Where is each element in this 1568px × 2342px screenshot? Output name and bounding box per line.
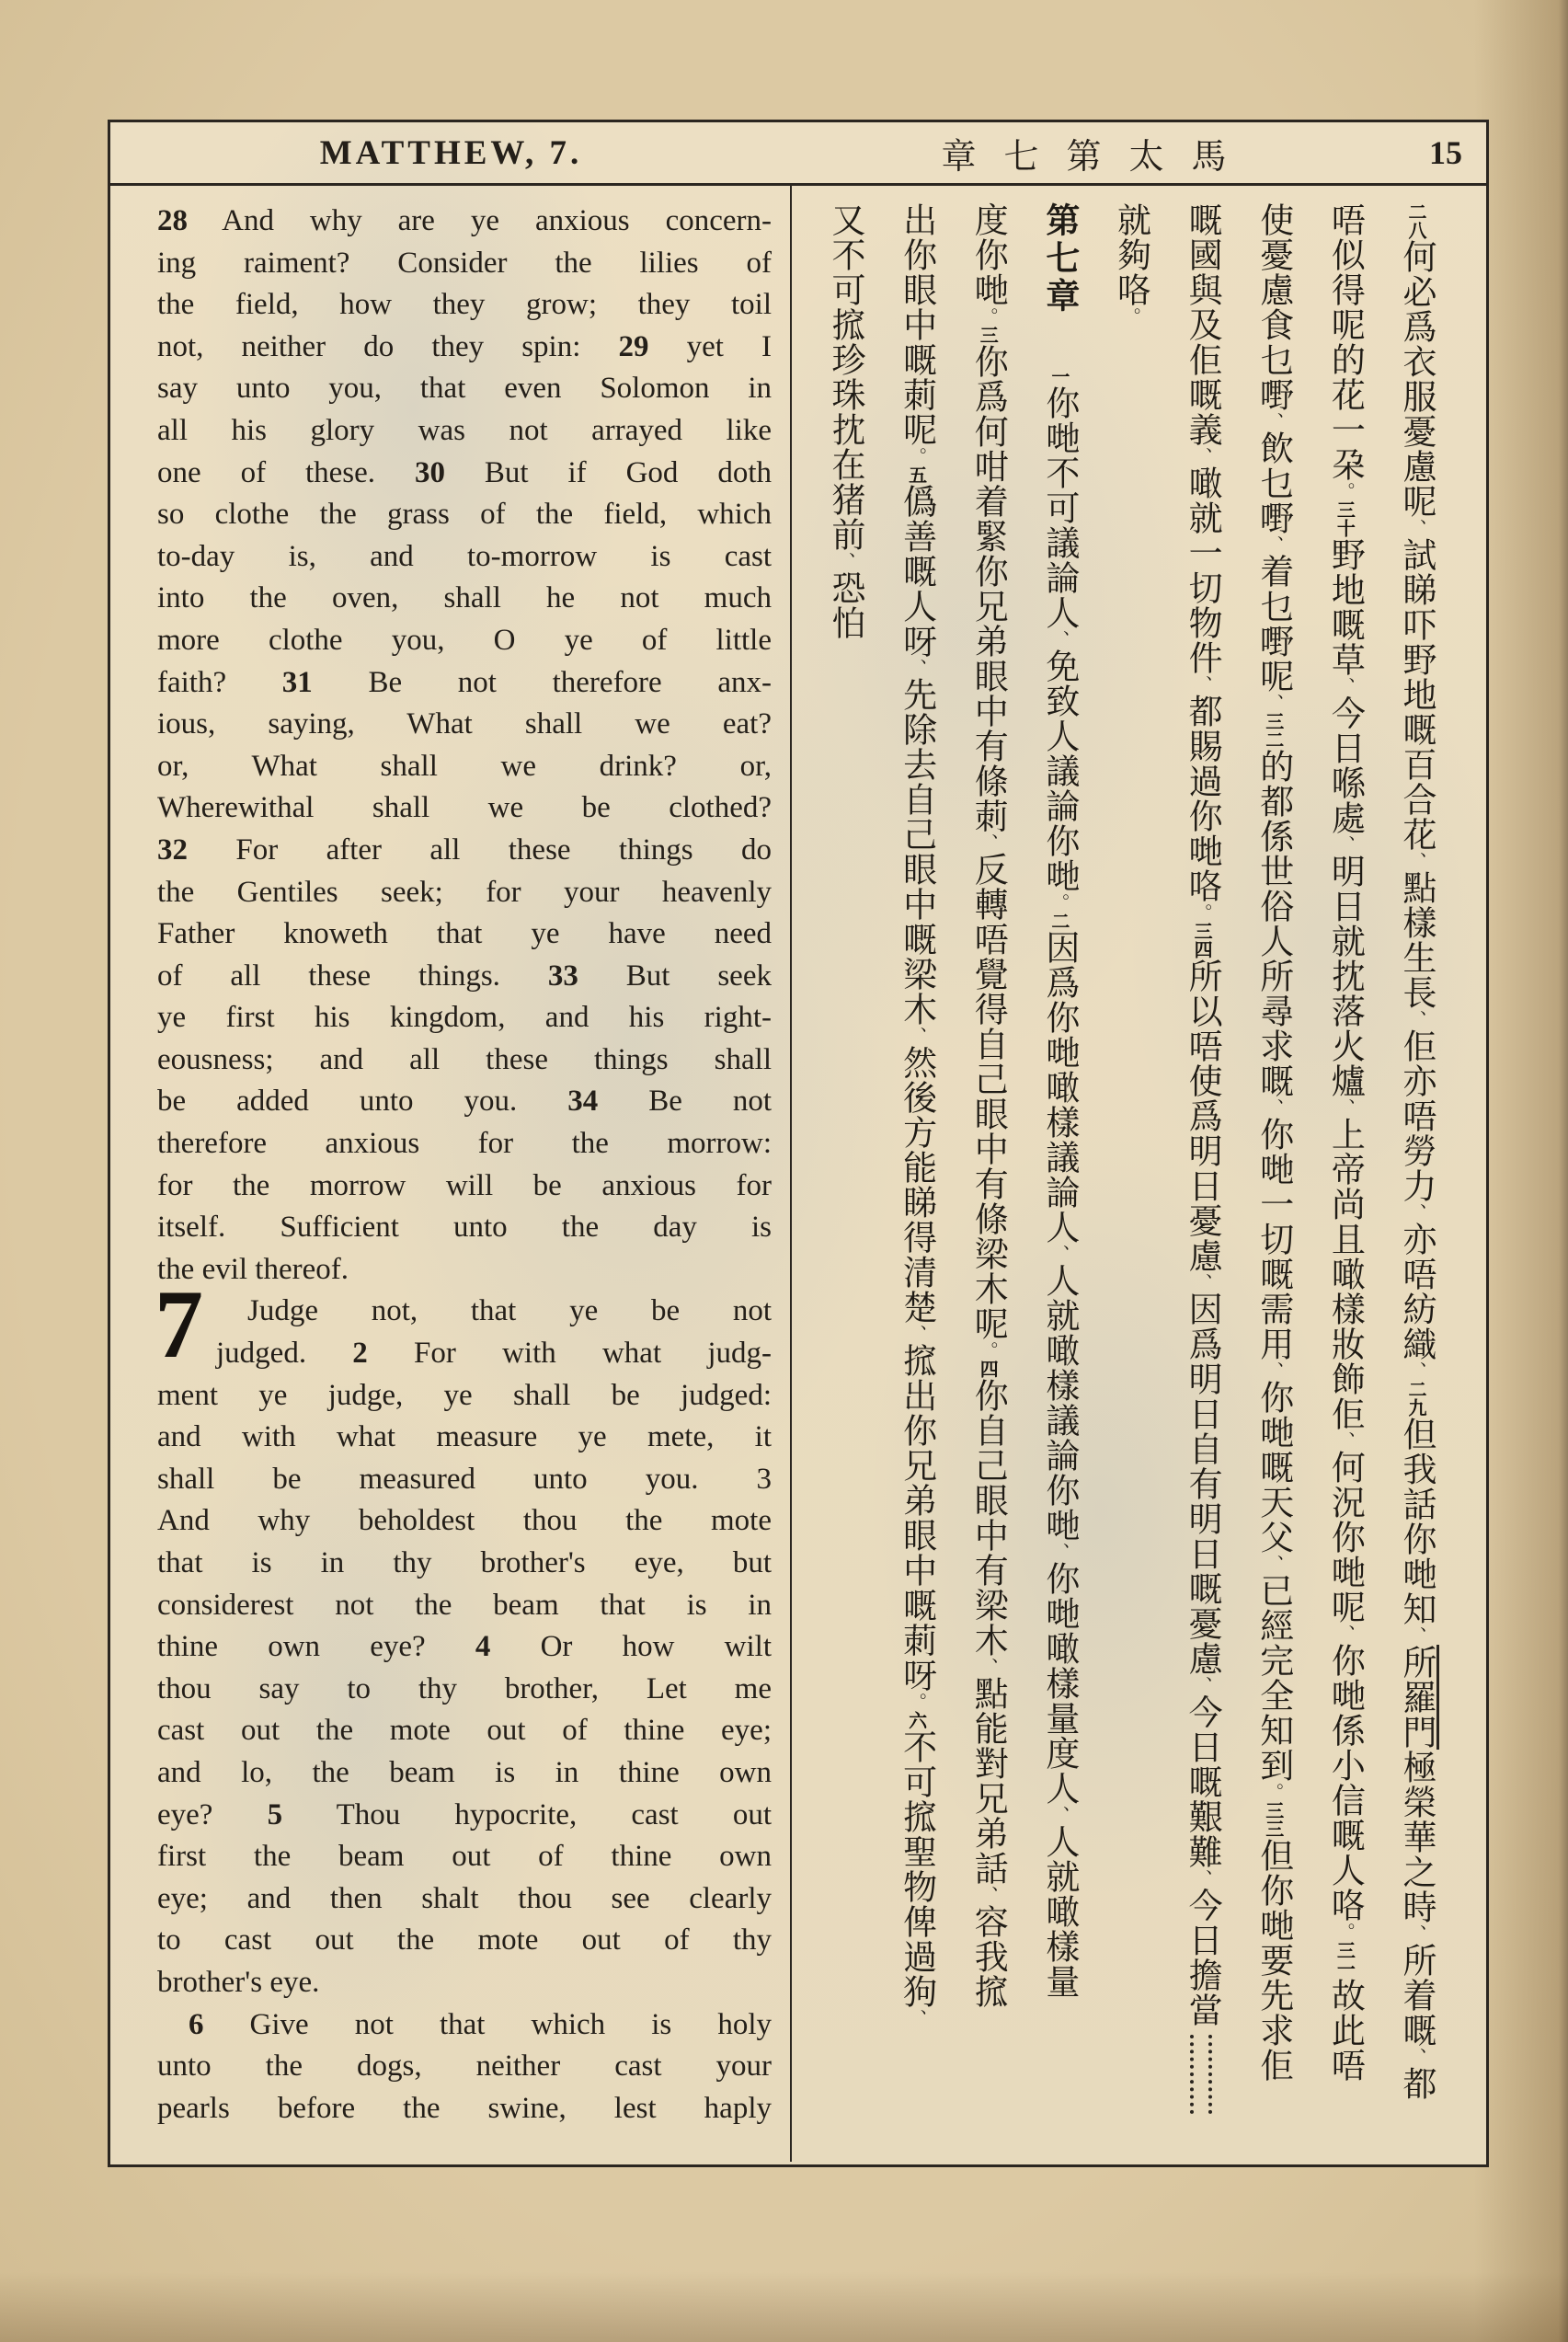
verse-number-marker: 三三 [1262, 1801, 1283, 1838]
verse-text: 所以唔使爲明日憂慮、因爲明日自有明日嘅憂慮、今日嘅艱難、今日擔當 [1183, 959, 1221, 2027]
verse-number-marker: 三四 [1191, 922, 1212, 959]
verse-number-marker: 五 [905, 465, 926, 484]
english-line: for the morrow will be anxious for [157, 1168, 772, 1202]
running-title-chinese: 章七第太馬 [941, 137, 1254, 177]
english-line: 32 For after all these things do [157, 832, 772, 867]
english-line: shall be measured unto you. 3 [157, 1462, 772, 1496]
chinese-column [1037, 202, 1080, 2143]
english-line: Judge not, that ye be not [247, 1294, 772, 1328]
english-line: not, neither do they spin: 29 yet I [157, 329, 772, 363]
verse-text: 就夠咯。 [1111, 202, 1150, 326]
verse-text: 因爲你哋噉樣議論人、人就噉樣議論你哋、你哋噉樣量度人、人就噉樣量 [1039, 930, 1078, 1999]
verse-number-marker: 三十 [1333, 500, 1355, 537]
chinese-column [1252, 202, 1294, 2143]
english-line: pearls before the swine, lest haply [157, 2091, 772, 2125]
english-line: Wherewithal shall we be clothed? [157, 791, 772, 825]
header-left-section [110, 122, 792, 183]
verse-number-marker: 一 [1047, 367, 1069, 385]
english-line: the field, how they grow; they toil [157, 288, 772, 322]
page-number: 15 [1429, 134, 1462, 171]
english-line: faith? 31 Be not therefore anx- [157, 665, 772, 699]
verse-number-marker: 四 [977, 1360, 998, 1378]
verse-text: 唔似得呢的花一朶。 [1325, 202, 1364, 500]
english-line: eousness; and all these things shall [157, 1042, 772, 1076]
chinese-column [966, 202, 1008, 2143]
page-header [110, 122, 1486, 186]
chinese-column [1394, 202, 1436, 2143]
page-frame [108, 120, 1489, 2167]
verse-text: 但我話你哋知、 [1397, 1417, 1435, 1645]
proper-noun-text: 所羅門 [1397, 1645, 1439, 1750]
english-line: thou say to thy brother, Let me [157, 1671, 772, 1705]
verse-number-marker: 六 [905, 1711, 926, 1729]
english-line: unto the dogs, neither cast your [157, 2049, 772, 2084]
english-line: ing raiment? Consider the lilies of [157, 246, 772, 280]
english-line: ious, saying, What shall we eat? [157, 707, 772, 741]
chapter-heading: 第七章 [1039, 202, 1078, 316]
english-line: the Gentiles seek; for your heavenly [157, 875, 772, 909]
english-line: itself. Sufficient unto the day is [157, 1211, 772, 1245]
chinese-column [895, 202, 937, 2143]
verse-text: 不可搲聖物俾過狗、 [897, 1729, 935, 2027]
english-line: to-day is, and to-morrow is cast [157, 539, 772, 573]
english-line: say unto you, that even Solomon in [157, 372, 772, 406]
verse-text: 度你哋。 [968, 202, 1007, 326]
english-line: all his glory was not arrayed like [157, 413, 772, 447]
verse-text: 故此唔 [1325, 1978, 1364, 2083]
english-line: ye first his kingdom, and his right- [157, 1001, 772, 1035]
english-line: judged. 2 For with what judg- [216, 1337, 772, 1371]
english-line: cast out the mote out of thine eye; [157, 1714, 772, 1748]
english-line: and lo, the beam is in thine own [157, 1755, 772, 1789]
chinese-column [1180, 202, 1222, 2143]
english-line: eye; and then shalt thou see clearly [157, 1881, 772, 1915]
verse-text: 使憂慮食乜嘢、飲乜嘢、着乜嘢呢、 [1253, 202, 1292, 712]
english-line: eye? 5 Thou hypocrite, cast out [157, 1797, 772, 1831]
header-right-section [792, 122, 1486, 183]
verse-number-marker: 二 [1047, 912, 1069, 930]
english-line: 6 Give not that which is holy [189, 2007, 772, 2041]
english-line: one of these. 30 But if God doth [157, 455, 772, 489]
verse-text: 出你眼中嘅莿呢。 [897, 202, 935, 465]
verse-number-marker: 三一 [1333, 1941, 1355, 1978]
english-line: and with what measure ye mete, it [157, 1420, 772, 1454]
english-line: that is in thy brother's eye, but [157, 1546, 772, 1579]
english-line: into the oven, shall he not much [157, 581, 772, 615]
chinese-columns [792, 186, 1486, 2162]
english-line: be added unto you. 34 Be not [157, 1085, 772, 1119]
verse-text: 又不可搲珍珠抌在猪前、恐怕 [826, 202, 864, 640]
verse-number-marker: 二九 [1405, 1380, 1425, 1417]
english-line: or, What shall we drink? or, [157, 749, 772, 783]
verse-text: 嘅國與及佢嘅義、噉就一切物件、都賜過你哋咯。 [1183, 202, 1221, 922]
english-line: first the beam out of thine own [157, 1840, 772, 1874]
english-line: And why beholdest thou the mote [157, 1504, 772, 1538]
verse-text: 的都係世俗人所尋求嘅、你哋一切嘅需用、你哋嘅天父、已經完全知到。 [1253, 749, 1292, 1801]
english-line: Father knoweth that ye have need [157, 917, 772, 951]
verse-text: 你哋不可議論人、免致人議論你哋。 [1039, 385, 1078, 912]
verse-number-marker: 三二 [1262, 712, 1283, 749]
english-line: to cast out the mote out of thy [157, 1923, 772, 1957]
verse-text: 你自己眼中有梁木、點能對兄弟話、容我搲 [968, 1378, 1007, 2009]
verse-number-marker: 三 [977, 326, 998, 344]
column-spacer [1055, 316, 1062, 367]
page-content [110, 186, 1486, 2162]
chinese-column [1322, 202, 1365, 2143]
chinese-column [823, 202, 865, 2143]
continuation-dots [1190, 2035, 1212, 2114]
english-line: thine own eye? 4 Or how wilt [157, 1630, 772, 1664]
english-line: 28 And why are ye anxious concern- [157, 204, 772, 237]
verse-text: 極榮華之時、所着嘅、都 [1397, 1750, 1435, 2101]
english-line: considerest not the beam that is in [157, 1588, 772, 1622]
english-line: therefore anxious for the morrow: [157, 1127, 772, 1161]
verse-text: 何必爲衣服憂慮呢、試睇吓野地嘅百合花、點樣生長、佢亦唔勞力、亦唔紡織、 [1397, 239, 1435, 1380]
verse-text: 野地嘅草、今日喺處、明日就抌落火爐、上帝尚且噉樣妝飾佢、何況你哋呢、你哋係小信嘅人咯。 [1325, 537, 1364, 1941]
chinese-column [1109, 202, 1151, 2143]
verse-number-marker: 二八 [1405, 202, 1425, 239]
english-line: of all these things. 33 But seek [157, 959, 772, 993]
english-line: ment ye judge, ye shall be judged: [157, 1378, 772, 1412]
english-line: so clothe the grass of the field, which [157, 498, 772, 532]
english-line: the evil thereof. [157, 1252, 349, 1286]
verse-text: 你爲何咁着緊你兄弟眼中有條莿、反轉唔覺得自己眼中有條梁木呢。 [968, 344, 1007, 1360]
english-line: more clothe you, O ye of little [157, 623, 772, 657]
verse-text: 僞善嘅人呀、先除去自己眼中嘅梁木、然後方能睇得清楚、搲出你兄弟眼中嘅莿呀。 [897, 484, 935, 1711]
english-column [110, 186, 792, 2162]
english-line: brother's eye. [157, 1965, 320, 1999]
verse-text: 但你哋要先求佢 [1253, 1838, 1292, 2083]
running-title-english: MATTHEW, 7. [319, 133, 583, 172]
chapter-drop-cap: 7 [155, 1270, 203, 1378]
